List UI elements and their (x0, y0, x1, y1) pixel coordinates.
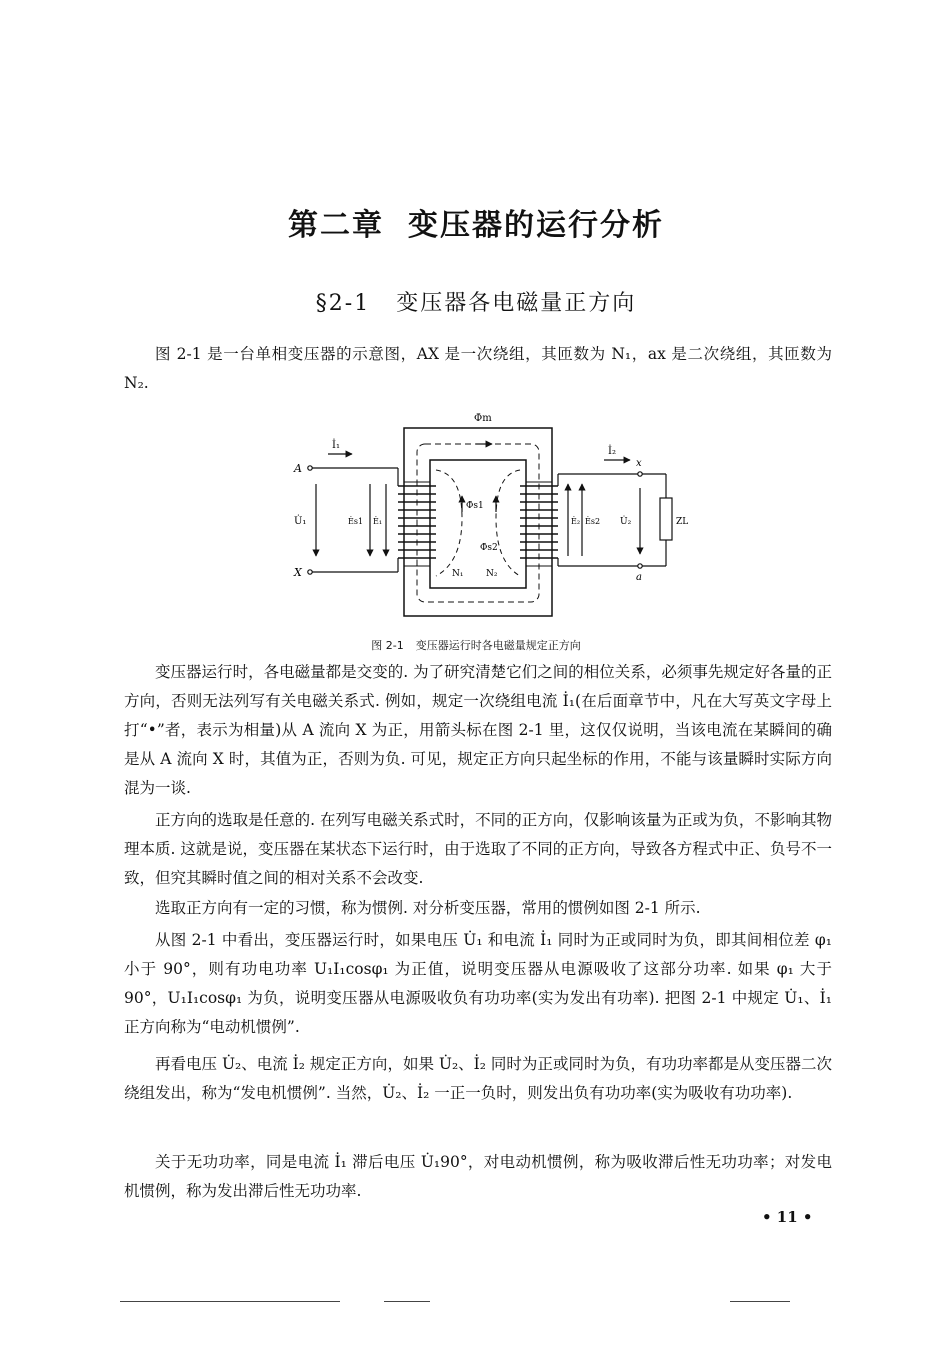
transformer-diagram (286, 408, 689, 628)
phi-s1-label: Φ̇s1 (466, 501, 484, 511)
paragraph-intro: 图 2-1 是一台单相变压器的示意图，AX 是一次绕组，其匝数为 N₁，ax 是二次绕组，其匝数为 N₂. (124, 345, 832, 392)
n2-label: N₂ (486, 569, 498, 579)
paragraph-motor-convention: 从图 2-1 中看出，变压器运行时，如果电压 U̇₁ 和电流 İ₁ 同时为正或同时为负，即其间相位差 φ₁ 小于 90°，则有功电功率 U₁I₁cosφ₁ 为正值，说明变压器从电源吸收了这部分功率. 如果 φ₁ 大于 90°，U₁I₁cosφ₁ 为负，说明变压器从电源吸收负有功功率(实为发出有功率). 把图 2-1 中规定 U̇₁、İ₁ 正方向称为“电动机惯例”. (124, 931, 832, 1036)
figure-caption-text: 变压器运行时各电磁量规定正方向 (415, 639, 581, 652)
phi-m-label: Φ̇m (474, 413, 492, 424)
zl-label: ZL (676, 517, 689, 527)
paragraph-reference-direction: 变压器运行时，各电磁量都是交变的. 为了研究清楚它们之间的相位关系，必须事先规定好各量的正方向，否则无法列写有关电磁关系式. 例如，规定一次绕组电流 İ₁(在后面章节中，凡在大写英文字母上打“•”者，表示为相量)从 A 流向 X 为正，用箭头标在图 2-1 里，这仅仅说明，当该电流在某瞬间的确是从 A 流向 X 时，其值为正，否则为负. 可见，规定正方向只起坐标的作用，不能与该量瞬时实际方向混为一谈. (124, 663, 832, 797)
phi-s2-label: Φ̇s2 (480, 543, 498, 553)
es2-label: Ės2 (585, 517, 601, 526)
n1-label: N₁ (452, 569, 464, 579)
chapter-title (0, 200, 952, 244)
paragraph-arbitrary-choice: 正方向的选取是任意的. 在列写电磁关系式时，不同的正方向，仅影响该量为正或为负，不影响其物理本质. 这就是说，变压器在某状态下运行时，由于选取了不同的正方向，导致各方程式中正、负号不一致，但究其瞬时值之间的相对关系不会改变. (124, 811, 832, 887)
figure-caption-number: 图 2-1 (371, 639, 404, 652)
terminal-x-label: X (294, 566, 302, 579)
main-flux-path (417, 444, 539, 602)
section-number: §2-1 (315, 291, 371, 316)
chapter-number: 第二章 (288, 208, 384, 243)
i2-label: İ₂ (608, 446, 616, 457)
es1-label: Ės1 (348, 517, 364, 526)
leakage-flux-1-path (436, 470, 462, 576)
figure-caption (0, 637, 952, 653)
terminal-a-label: A (294, 462, 302, 475)
page-number: • 11 • (762, 1208, 813, 1226)
bottom-scan-rule-1 (120, 1301, 340, 1302)
e2-label: Ė₂ (571, 517, 581, 526)
u2-label: U̇₂ (620, 517, 632, 527)
e1-label: Ė₁ (373, 517, 383, 526)
paragraph-convention: 选取正方向有一定的习惯，称为惯例. 对分析变压器，常用的惯例如图 2-1 所示. (155, 899, 701, 917)
terminal-x-small-label: x (636, 458, 642, 469)
section-title-text: 变压器各电磁量正方向 (396, 291, 637, 316)
leakage-flux-2-path (496, 470, 520, 576)
u1-label: U̇₁ (294, 516, 307, 527)
i1-label: İ₁ (332, 440, 340, 451)
section-title (0, 286, 952, 317)
paragraph-reactive-power: 关于无功功率，同是电流 İ₁ 滞后电压 U̇₁90°，对电动机惯例，称为吸收滞后性无功功率；对发电机惯例，称为发出滞后性无功功率. (124, 1153, 832, 1200)
transformer-core (404, 428, 552, 616)
terminal-a-small-label: a (636, 572, 642, 583)
paragraph-generator-convention: 再看电压 U̇₂、电流 İ₂ 规定正方向，如果 U̇₂、İ₂ 同时为正或同时为负，有功功率都是从变压器二次绕组发出，称为“发电机惯例”. 当然，U̇₂、İ₂ 一正一负时，则发出负有功功率(实为吸收有功功率). (124, 1055, 832, 1102)
bottom-scan-rule-2 (384, 1301, 430, 1302)
chapter-title-text: 变压器的运行分析 (408, 208, 664, 243)
bottom-scan-rule-3 (730, 1301, 790, 1302)
